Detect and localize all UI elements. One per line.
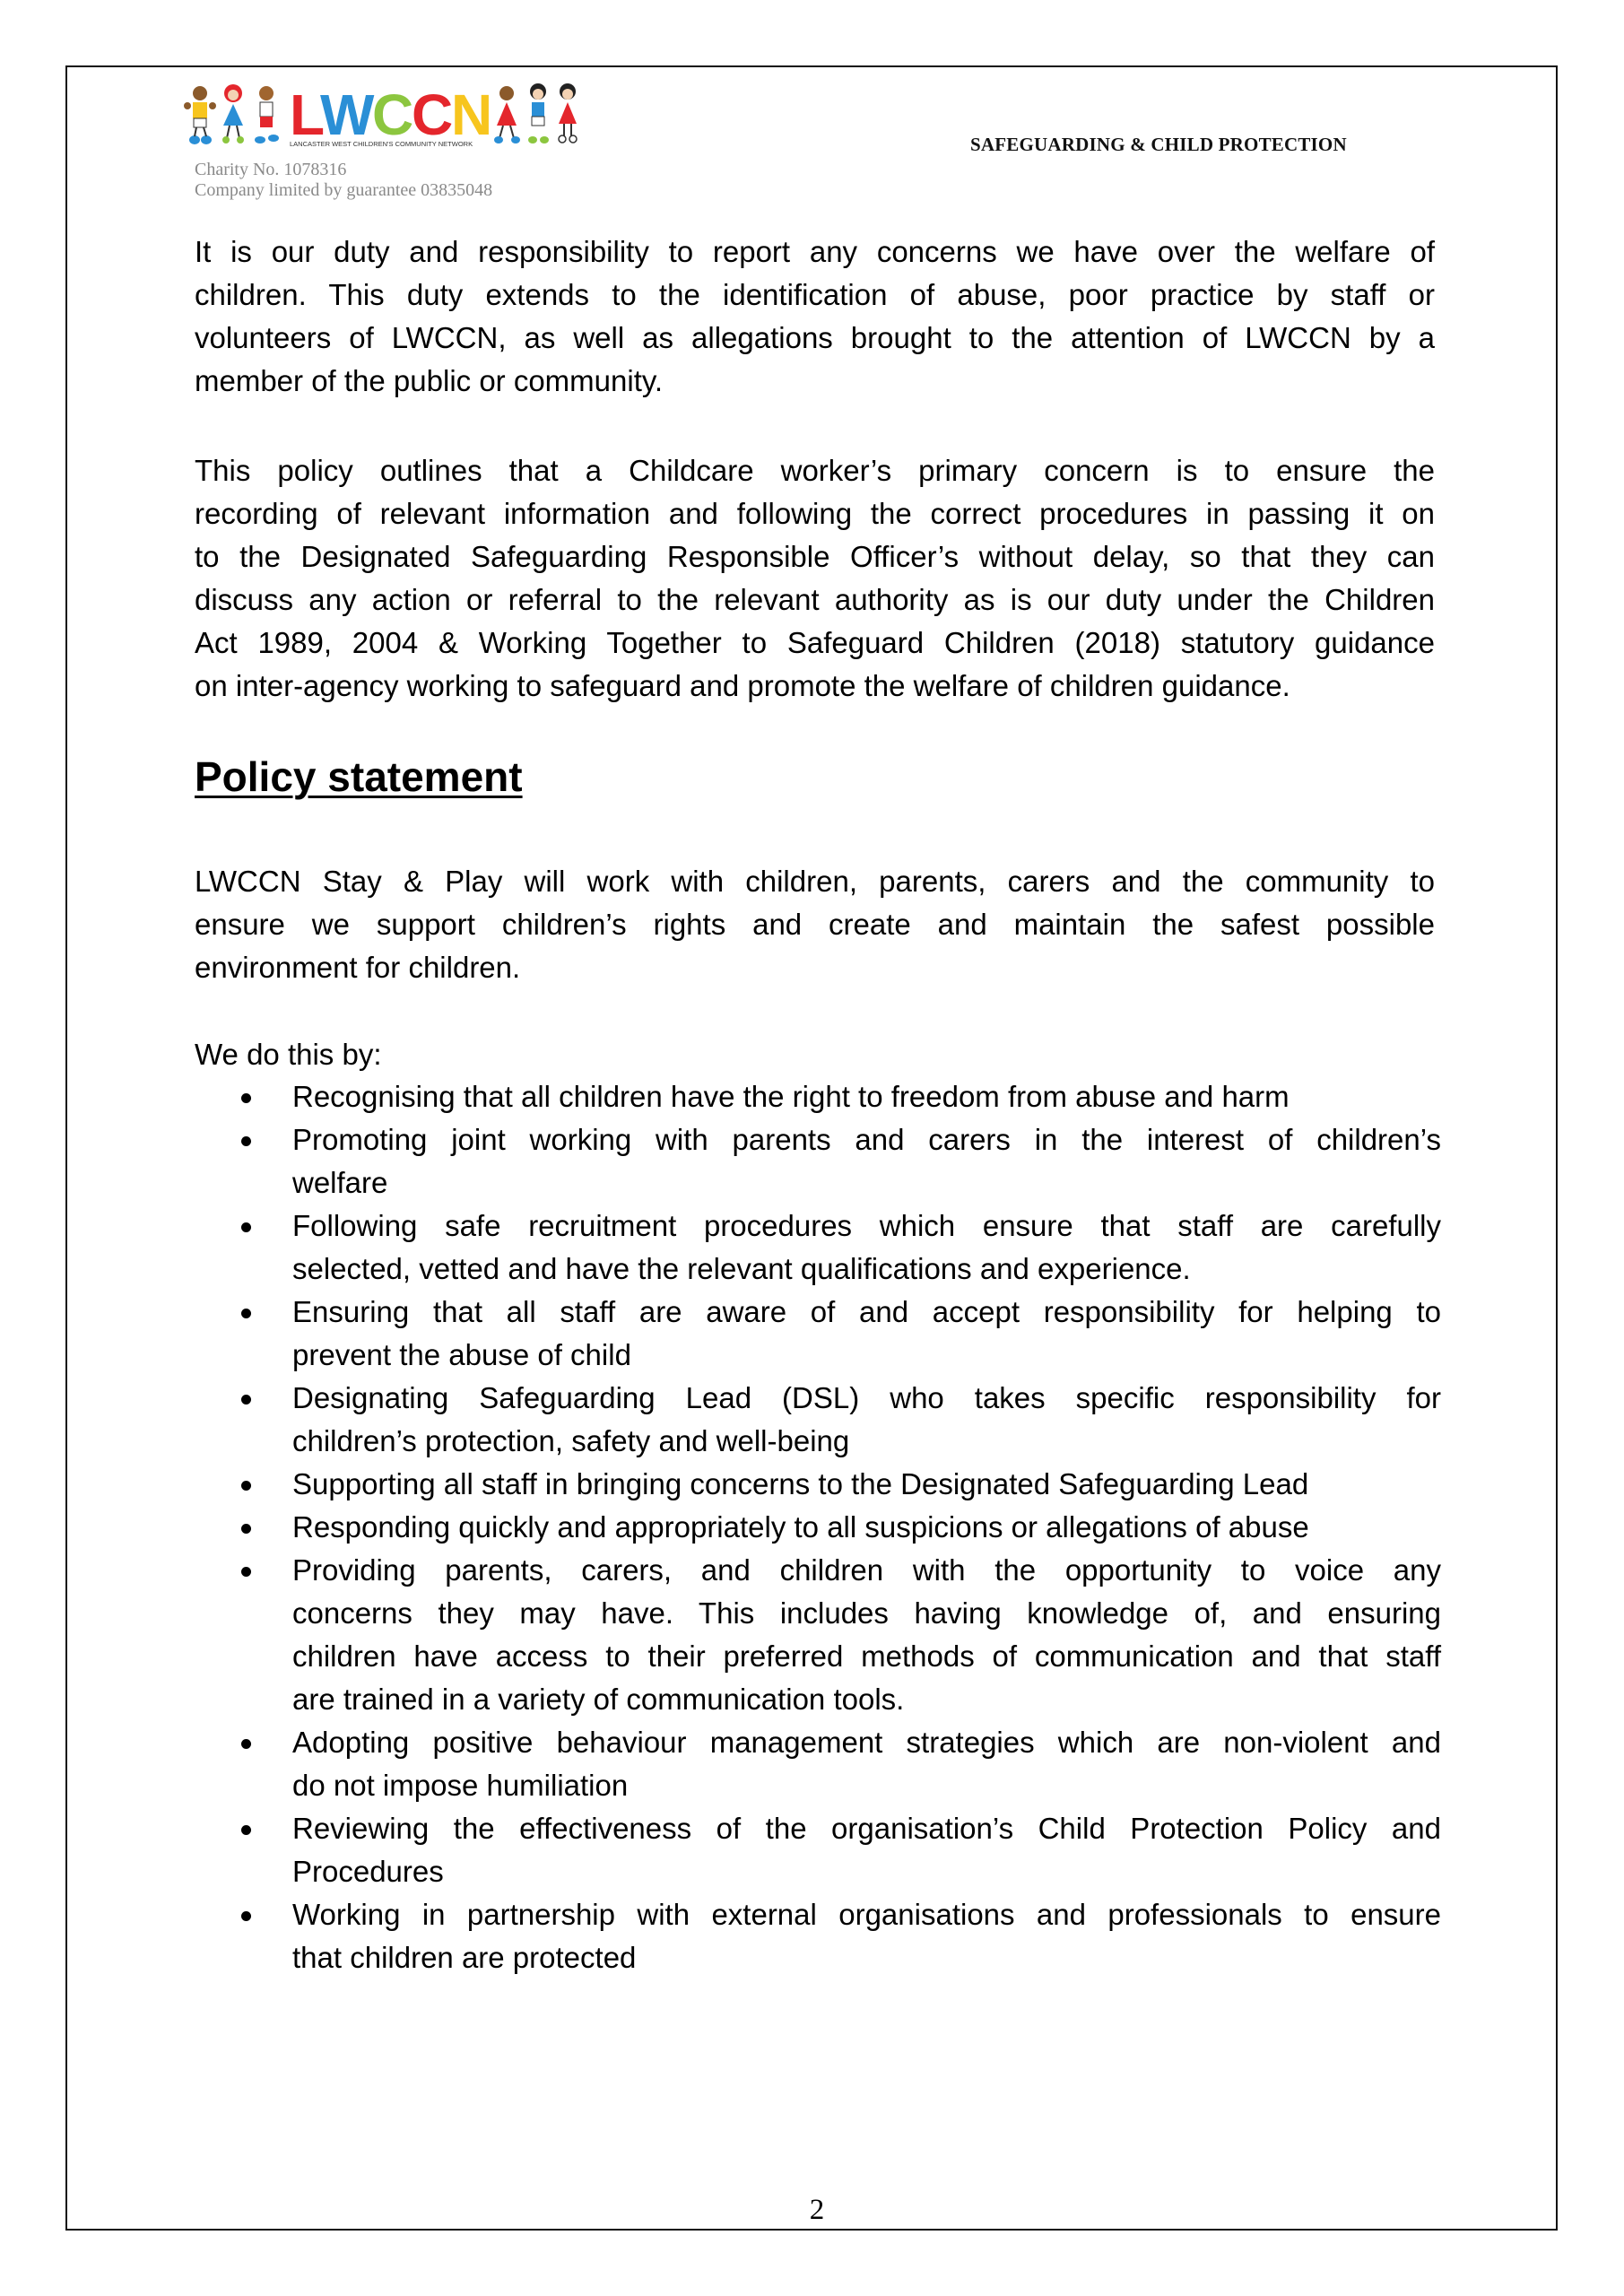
child-figure-icon — [494, 86, 520, 144]
child-figure-icon — [255, 86, 279, 144]
bullet-icon — [241, 1222, 251, 1232]
child-figure-icon — [184, 86, 216, 144]
list-item — [195, 1463, 1441, 1506]
lwccn-logo — [184, 81, 583, 151]
text-line: Providing parents, carers, and children with the opportunity to voice any — [292, 1553, 1441, 1587]
text-line: member of the public or community. — [195, 364, 664, 397]
list-item — [195, 1506, 1441, 1549]
text-line: Following safe recruitment procedures which ensure that staff are carefully — [292, 1209, 1441, 1242]
list-item — [195, 1075, 1441, 1118]
list-item — [195, 1118, 1441, 1205]
bullet-icon — [241, 1093, 251, 1103]
text-line: This policy outlines that a Childcare worker’s primary concern is to ensure the — [195, 454, 1435, 487]
text-line: It is our duty and responsibility to report any concerns we have over the welfare of — [195, 235, 1435, 268]
bullet-icon — [241, 1309, 251, 1318]
list-item — [195, 1205, 1441, 1291]
text-line: selected, vetted and have the relevant qualifications and experience. — [292, 1252, 1191, 1285]
svg-text:C: C — [372, 83, 414, 147]
bullet-icon — [241, 1739, 251, 1749]
list-item — [195, 1721, 1441, 1807]
policy-paragraph — [195, 860, 1435, 989]
intro-paragraph-1 — [195, 230, 1435, 403]
list-item — [195, 1549, 1441, 1721]
text-line: discuss any action or referral to the relevant authority as is our duty under the Children — [195, 583, 1435, 616]
child-figure-icon — [528, 83, 549, 144]
bullet-icon — [241, 1567, 251, 1577]
bullet-icon — [241, 1136, 251, 1146]
text-line: Recognising that all children have the right to freedom from abuse and harm — [292, 1080, 1290, 1113]
text-line: Responding quickly and appropriately to all suspicions or allegations of abuse — [292, 1510, 1309, 1544]
text-line: We do this by: — [195, 1038, 382, 1071]
text-line: Procedures — [292, 1855, 444, 1888]
text-line: environment for children. — [195, 951, 521, 984]
list-item — [195, 1291, 1441, 1377]
bullet-icon — [241, 1524, 251, 1534]
bullet-icon — [241, 1825, 251, 1835]
list-item — [195, 1893, 1441, 1979]
svg-text:W: W — [320, 83, 375, 147]
svg-text:N: N — [451, 83, 493, 147]
text-line: ensure we support children’s rights and create and maintain the safest possible — [195, 908, 1435, 941]
text-line: to the Designated Safeguarding Responsible Officer’s without delay, so that they can — [195, 540, 1435, 573]
svg-text:L: L — [290, 83, 326, 147]
text-line: Working in partnership with external organisations and professionals to ensure — [292, 1898, 1441, 1931]
section-heading-policy-statement: Policy statement — [195, 753, 523, 800]
svg-text:C: C — [412, 83, 454, 147]
text-line: Reviewing the effectiveness of the organisation’s Child Protection Policy and — [292, 1812, 1441, 1845]
text-line: Ensuring that all staff are aware of and accept responsibility for helping to — [292, 1295, 1441, 1328]
bullet-icon — [241, 1911, 251, 1921]
list-intro — [195, 1033, 1435, 1076]
document-title: SAFEGUARDING & CHILD PROTECTION — [970, 134, 1347, 155]
text-line: Adopting positive behaviour management strategies which are non-violent and — [292, 1726, 1441, 1759]
text-line: children. This duty extends to the identification of abuse, poor practice by staff or — [195, 278, 1435, 311]
bullet-icon — [241, 1481, 251, 1491]
text-line: do not impose humiliation — [292, 1769, 629, 1802]
text-line: Act 1989, 2004 & Working Together to Safeguard Children (2018) statutory guidance — [195, 626, 1435, 659]
logo-tagline: LANCASTER WEST CHILDREN'S COMMUNITY NETWORK — [290, 140, 473, 148]
text-line: Promoting joint working with parents and carers in the interest of children’s — [292, 1123, 1441, 1156]
bullet-icon — [241, 1395, 251, 1405]
text-line: children have access to their preferred methods of communication and that staff — [292, 1639, 1441, 1673]
list-item — [195, 1377, 1441, 1463]
text-line: recording of relevant information and following the correct procedures in passing it on — [195, 497, 1435, 530]
charity-number: Charity No. 1078316 — [195, 160, 347, 179]
text-line: on inter-agency working to safeguard and promote the welfare of children guidance. — [195, 669, 1290, 702]
logo-graphic — [184, 81, 583, 151]
text-line: children’s protection, safety and well-being — [292, 1424, 850, 1457]
text-line: welfare — [292, 1166, 388, 1199]
intro-paragraph-2 — [195, 449, 1435, 708]
text-line: LWCCN Stay & Play will work with children, parents, carers and the community to — [195, 865, 1435, 898]
text-line: are trained in a variety of communication tools. — [292, 1683, 905, 1716]
text-line: prevent the abuse of child — [292, 1338, 631, 1371]
company-number: Company limited by guarantee 03835048 — [195, 180, 493, 200]
list-item — [195, 1807, 1441, 1893]
text-line: concerns they may have. This includes having knowledge of, and ensuring — [292, 1596, 1441, 1630]
page-number: 2 — [809, 2194, 825, 2226]
text-line: that children are protected — [292, 1941, 637, 1974]
text-line: Designating Safeguarding Lead (DSL) who takes specific responsibility for — [292, 1381, 1441, 1414]
lwccn-wordmark — [290, 83, 492, 147]
text-line: volunteers of LWCCN, as well as allegations brought to the attention of LWCCN by a — [195, 321, 1435, 354]
text-line: Supporting all staff in bringing concerns to the Designated Safeguarding Lead — [292, 1467, 1309, 1500]
child-figure-icon — [222, 84, 244, 144]
policy-bullet-list — [195, 1075, 1441, 1979]
child-figure-icon — [559, 83, 577, 143]
